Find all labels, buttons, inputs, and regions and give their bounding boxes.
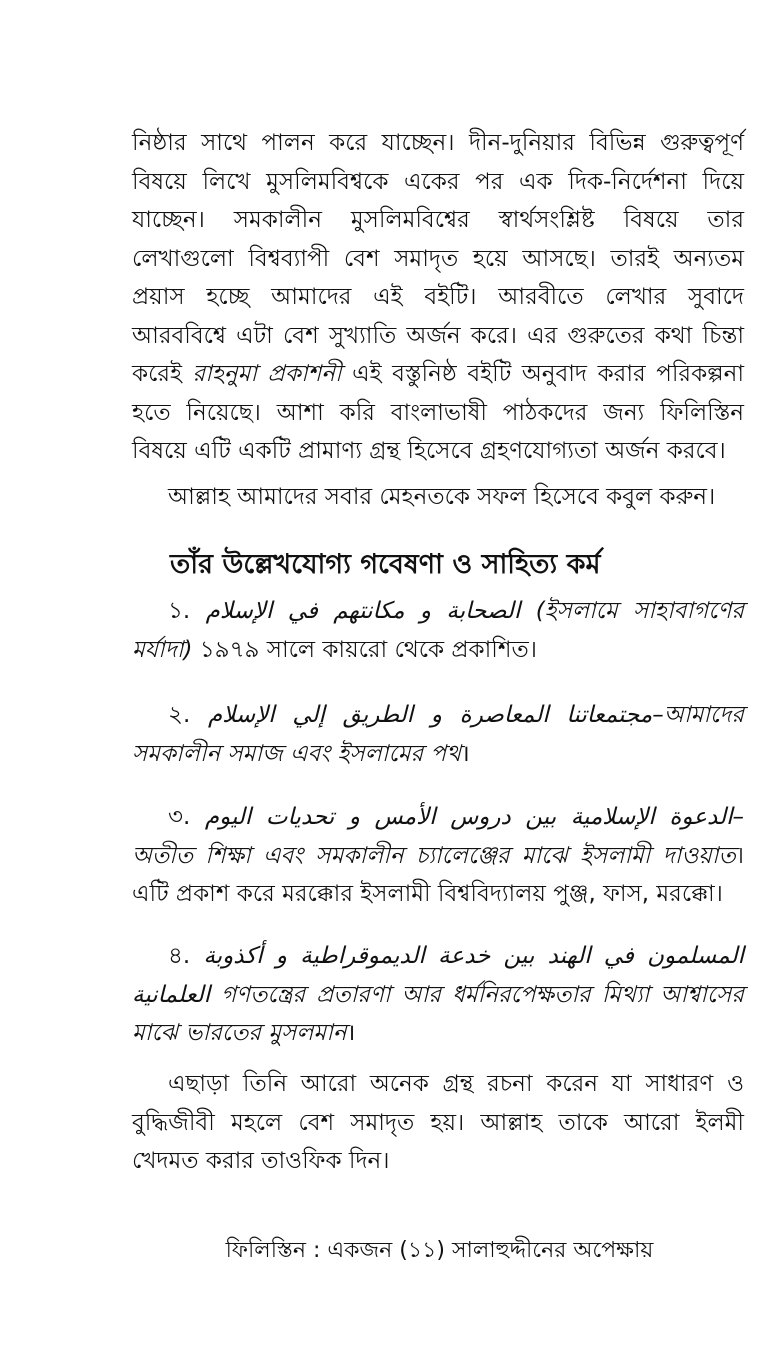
paragraph-text: এই বস্তুনিষ্ঠ বইটি অনুবাদ করার পরিকল্পনা হতে নিয়েছে। আশা করি বাংলাভাষী পাঠকদের জন্য ফিলিস্তিন বিষয়ে এটি একটি প্রামাণ্য গ্রন্থ হিসেবে গ্রহণযোগ্যতা অর্জন করবে। bbox=[132, 361, 744, 464]
work-number: ২. bbox=[168, 702, 191, 728]
work-arabic-title: المسلمون في الهند بين خدعة الديموقراطية و أكذوبة العلمانية bbox=[132, 943, 745, 1008]
section-heading-text: তাঁর উল্লেখযোগ্য গবেষণা ও সাহিত্য কর্ম bbox=[170, 549, 601, 580]
work-note: । এটি প্রকাশ করে মরক্কোর ইসলামী বিশ্ববিদ্যালয় পুঞ্জ, ফাস, মরক্কো। bbox=[132, 842, 744, 907]
work-bengali-title: – অতীত শিক্ষা এবং সমকালীন চ্যালেঞ্জের মাঝে ইসলামী দাওয়াত bbox=[132, 804, 745, 869]
work-note: । bbox=[346, 1020, 356, 1046]
paragraph-text: নিষ্ঠার সাথে পালন করে যাচ্ছেন। দীন-দুনিয়ার বিভিন্ন গুরুত্বপূর্ণ বিষয়ে লিখে মুসলিমবিশ্বকে একের পর এক দিক-নির্দেশনা দিয়ে যাচ্ছেন। সমকালীন মুসলিমবিশ্বের স্বার্থসংশ্লিষ্ট বিষয়ে তার লেখাগুলো বিশ্বব্যাপী বেশ সমাদৃত হয়ে আসছে। তারই অন্যতম প্রয়াস হচ্ছে আমাদের এই বইটি। আরবীতে লেখার সুবাদে আরববিশ্বে এটা বেশ সুখ্যাতি অর্জন করে। এর গুরুতের কথা চিন্তা করেই bbox=[132, 130, 744, 387]
work-arabic-title: مجتمعاتنا المعاصرة و الطريق إلي الإسلام bbox=[207, 702, 653, 728]
work-note: । bbox=[460, 740, 470, 767]
section-heading bbox=[170, 545, 601, 585]
work-number: ৩. bbox=[168, 804, 191, 830]
body-paragraph bbox=[132, 124, 744, 471]
work-bengali-title: গণতন্ত্রের প্রতারণা আর ধর্মনিরপেক্ষতার মিথ্যা আশ্বাসের মাঝে ভারতের মুসলমান bbox=[132, 981, 744, 1046]
closing-paragraph: এছাড়া তিনি আরো অনেক গ্রন্থ রচনা করেন যা সাধারণ ও বুদ্ধিজীবী মহলে বেশ সমাদৃত হয়। আল্লাহ তাকে আরো ইলমী খেদমত করার তাওফিক দিন। bbox=[132, 1071, 744, 1174]
work-item-2 bbox=[132, 696, 744, 773]
work-number: ৪. bbox=[168, 943, 191, 969]
work-item-3 bbox=[132, 798, 744, 914]
work-note: ১৯৭৯ সালে কায়রো থেকে প্রকাশিত। bbox=[192, 636, 537, 663]
work-item-4 bbox=[132, 937, 744, 1053]
work-bengali-title: –আমাদের সমকালীন সমাজ এবং ইসলামের পথ bbox=[132, 702, 745, 767]
work-number: ১. bbox=[168, 598, 191, 624]
work-arabic-title: الدعوة الإسلامية بين دروس الأمس و تحديات اليوم bbox=[204, 804, 733, 830]
work-arabic-title: الصحابة و مكانتهم في الإسلام bbox=[205, 598, 521, 624]
work-item-1 bbox=[132, 592, 744, 669]
page-footer bbox=[0, 1233, 779, 1270]
prayer-paragraph: আল্লাহ আমাদের সবার মেহনতকে সফল হিসেবে কবুল করুন। bbox=[168, 484, 716, 510]
footer-text: ফিলিস্তিন : একজন (১১) সালাহুদ্দীনের অপেক্ষায় bbox=[225, 1238, 654, 1263]
publisher-name: রাহনুমা প্রকাশনী bbox=[192, 361, 342, 387]
work-bengali-title: (ইসলামে সাহাবাগণের মর্যাদা) bbox=[132, 598, 745, 663]
